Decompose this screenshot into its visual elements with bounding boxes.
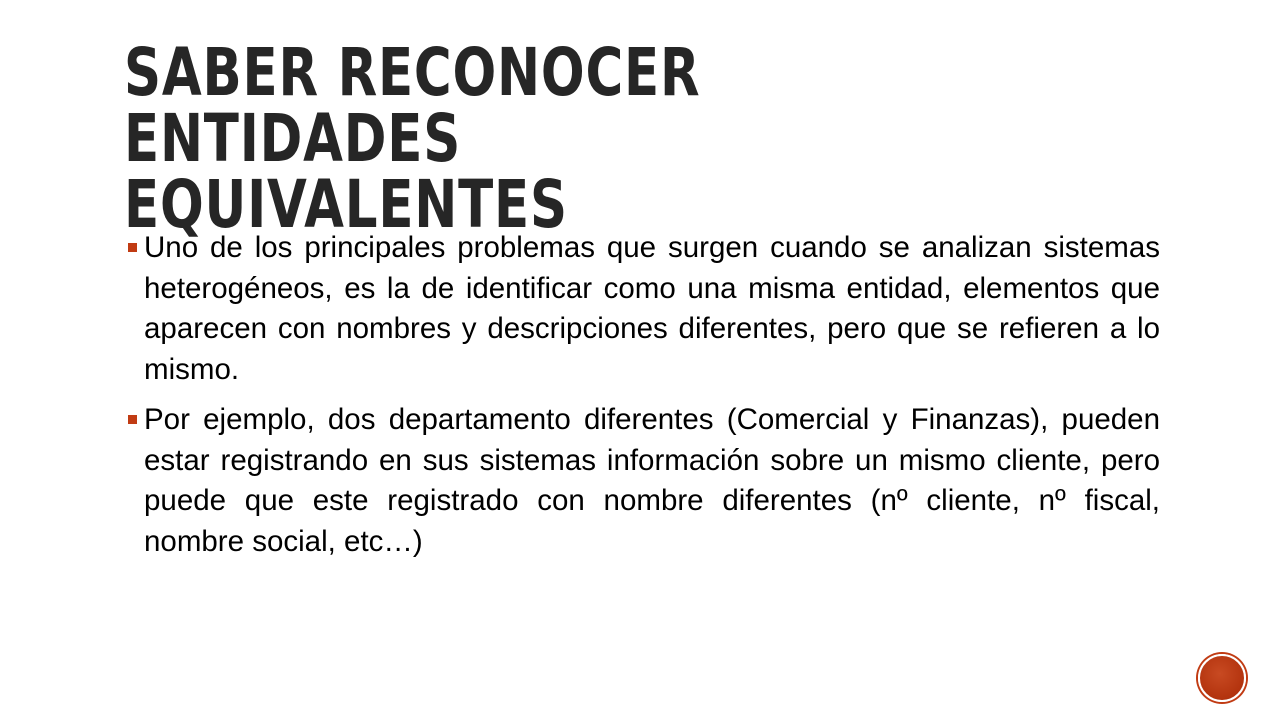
- bullet-text: Uno de los principales problemas que surgen cuando se analizan sistemas heterogéneos, es la de identificar como una misma entidad, elementos que aparecen con nombres y descripciones diferentes, pero que se refieren a lo mismo.: [144, 231, 1160, 386]
- square-bullet-icon: [128, 415, 137, 424]
- circle-nav-icon[interactable]: [1198, 654, 1246, 702]
- bullet-item: [128, 228, 1160, 390]
- slide-title: SABER RECONOCER ENTIDADES EQUIVALENTES: [124, 34, 701, 243]
- bullet-list: [128, 228, 1160, 562]
- bullet-text: Por ejemplo, dos departamento diferentes (Comercial y Finanzas), pueden estar registrando en sus sistemas información sobre un mismo cliente, pero puede que este registrado con nombre diferentes (nº cliente, nº fiscal, nombre social, etc…): [144, 403, 1160, 558]
- square-bullet-icon: [128, 243, 137, 252]
- bullet-item: [128, 400, 1160, 562]
